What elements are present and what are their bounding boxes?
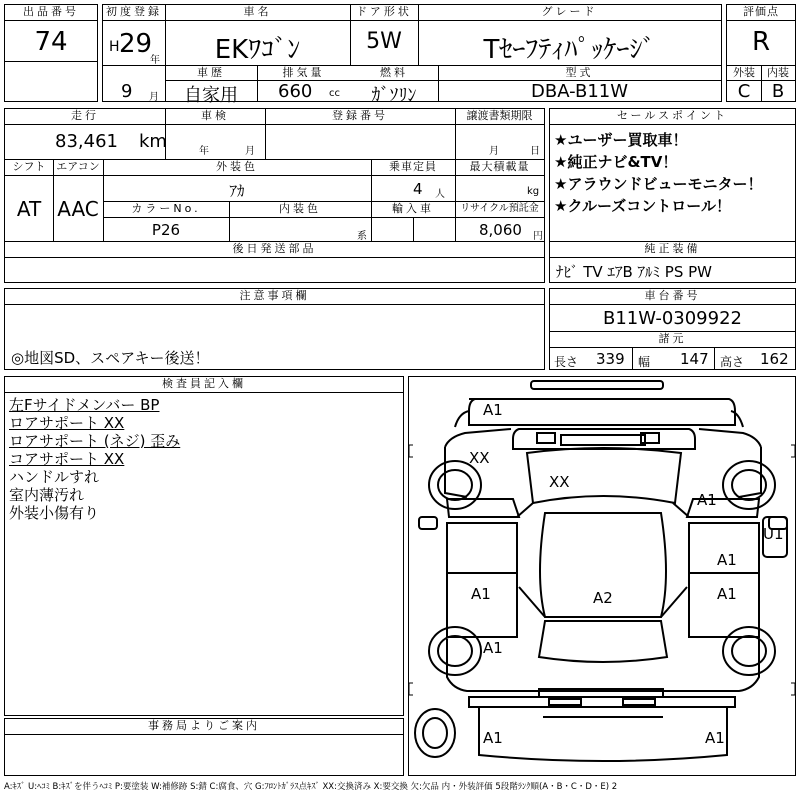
- sales-points-box: [549, 108, 796, 242]
- inspector-label: 検査員記入欄: [162, 377, 246, 390]
- office-box: [4, 718, 404, 776]
- inspector-line: ハンドルすれ: [9, 468, 100, 486]
- exterior-value: C: [737, 81, 751, 102]
- inspector-line: 室内薄汚れ: [9, 486, 85, 504]
- spec-label: 諸元: [658, 332, 687, 345]
- length-label: 長さ: [554, 355, 579, 369]
- later-parts-box: [4, 241, 545, 283]
- interior-label: 内装: [767, 66, 789, 79]
- door-value: 5W: [366, 29, 402, 54]
- int-color-unit: 系: [357, 231, 367, 242]
- interior-value: B: [771, 81, 785, 102]
- mileage-value: 83,461: [55, 131, 118, 152]
- chassis-box: [549, 288, 796, 370]
- load-label: 最大積載量: [469, 160, 530, 173]
- damage-mark-a1-bottom-right: A1: [705, 729, 725, 747]
- transfer-day-unit: 日: [530, 146, 540, 157]
- score-value: R: [751, 27, 771, 57]
- inspector-line: ロアサポート XX: [9, 414, 125, 432]
- capacity-unit: 人: [435, 189, 445, 200]
- height-label: 高さ: [720, 355, 745, 369]
- reg-no-label: 登録番号: [332, 109, 388, 122]
- damage-mark-xx-front-left: XX: [469, 449, 490, 467]
- chassis-label: 車台番号: [644, 289, 701, 302]
- displacement-unit: cc: [329, 88, 340, 99]
- first-reg-month: 9: [121, 81, 133, 102]
- sales-label: セールスポイント: [616, 109, 728, 122]
- shift-value: AT: [16, 197, 42, 221]
- era: H: [109, 39, 120, 55]
- year-unit: 年: [150, 55, 160, 66]
- mileage-label: 走行: [71, 109, 99, 122]
- inspector-line: 左Fサイドメンバー BP: [9, 396, 160, 414]
- first-reg-year: 29: [119, 29, 153, 59]
- inspector-line: コアサポート XX: [9, 450, 125, 468]
- lot-box: [4, 4, 98, 102]
- recycle-label: リサイクル預託金: [460, 203, 539, 214]
- color-no-value: P26: [151, 221, 181, 239]
- equipment-value: ﾅﾋﾞ TV ｴｱB ｱﾙﾐ PS PW: [556, 263, 712, 281]
- damage-mark-a1-bottom-left: A1: [483, 729, 503, 747]
- import-label: 輸入車: [392, 202, 434, 215]
- exterior-label: 外装: [733, 66, 755, 79]
- displacement-label: 排気量: [282, 66, 325, 79]
- door-label: ドア形状: [356, 5, 412, 18]
- capacity-value: 4: [413, 180, 423, 198]
- ext-color-label: 外装色: [216, 160, 258, 173]
- vehicle-details-box: [4, 108, 545, 242]
- fuel-label: 燃料: [380, 66, 408, 79]
- car-diagram-box: [408, 376, 796, 776]
- width-label: 幅: [638, 355, 651, 369]
- damage-mark-u1-right: U1: [763, 525, 784, 543]
- grade-label: グレード: [541, 5, 598, 18]
- notes-label: 注意事項欄: [239, 289, 310, 302]
- shift-label: シフト: [12, 160, 46, 173]
- ac-label: エアコン: [56, 160, 100, 173]
- int-color-label: 内装色: [279, 202, 321, 215]
- legend-text: A:ｷｽﾞ U:ﾍｺﾐ B:ｷｽﾞを伴うﾍｺﾐ P:要塗装 W:補修跡 S:錆 C:腐食、穴 G:ﾌﾛﾝﾄｶﾞﾗｽ点ｷｽﾞ XX:交換済み X:要交換 欠:欠品 内・外装評価 5段階ﾗﾝｸ順(A・B・C・D・E) 2: [4, 782, 618, 792]
- fuel-value: ｶﾞｿﾘﾝ: [371, 85, 417, 106]
- damage-mark-xx-hood: XX: [549, 473, 570, 491]
- capacity-label: 乗車定員: [389, 160, 437, 173]
- month-unit: 月: [149, 92, 159, 103]
- inspection-year-unit: 年: [199, 146, 209, 157]
- model-label: 型式: [565, 66, 594, 79]
- damage-mark-a1-rear-left: A1: [483, 639, 503, 657]
- damage-mark-a1-right-door: A1: [717, 585, 737, 603]
- score-box: [726, 4, 796, 102]
- history-value: 自家用: [184, 85, 238, 106]
- office-label: 事務局よりご案内: [148, 719, 260, 732]
- recycle-unit: 円: [533, 231, 543, 242]
- inspector-box: [4, 376, 404, 716]
- damage-mark-a1-front-left: A1: [483, 401, 503, 419]
- chassis-number: B11W-0309922: [603, 308, 742, 329]
- inspector-line: 外装小傷有り: [9, 504, 100, 522]
- inspector-line: ロアサポート (ネジ) 歪み: [9, 432, 181, 450]
- load-unit: kg: [527, 186, 540, 197]
- lot-number: 74: [34, 27, 68, 57]
- damage-mark-a1-front-right: A1: [697, 491, 717, 509]
- notes-text: ◎地図SD、スペアキー後送！: [11, 349, 210, 367]
- damage-mark-a1-left-door: A1: [471, 585, 491, 603]
- sales-point-1: ★ユーザー買取車！: [554, 131, 688, 149]
- mileage-unit: km: [139, 131, 167, 152]
- displacement-value: 660: [278, 81, 313, 102]
- later-parts-label: 後日発送部品: [232, 242, 317, 255]
- main-header-box: [102, 4, 722, 106]
- transfer-month-unit: 月: [489, 146, 499, 157]
- equipment-box: [549, 241, 796, 283]
- equipment-label: 純正装備: [644, 242, 701, 255]
- car-diagram: [409, 377, 795, 775]
- inspection-label: 車検: [201, 109, 229, 122]
- transfer-label: 譲渡書類期限: [466, 109, 533, 122]
- notes-box: [4, 288, 545, 370]
- width-value: 147: [680, 350, 709, 368]
- sales-point-3: ★アラウンドビューモニター！: [554, 175, 763, 193]
- color-no-label: カラーNo.: [131, 202, 201, 215]
- ac-value: AAC: [57, 197, 99, 221]
- grade-value: Tｾｰﾌﾃｨﾊﾟｯｹｰｼﾞ: [483, 35, 656, 65]
- score-label: 評価点: [743, 5, 779, 18]
- ext-color-value: ｱｶ: [229, 182, 245, 200]
- damage-mark-a2-roof: A2: [593, 589, 613, 607]
- sales-point-2: ★純正ナビ&TV！: [554, 153, 678, 171]
- length-value: 339: [596, 350, 625, 368]
- inspection-month-unit: 月: [245, 146, 255, 157]
- lot-label: 出品番号: [23, 5, 79, 18]
- car-name-label: 車名: [243, 5, 272, 18]
- model-value: DBA-B11W: [530, 81, 629, 102]
- first-reg-label: 初度登録: [106, 5, 162, 18]
- history-label: 車歴: [197, 66, 225, 79]
- recycle-value: 8,060: [479, 221, 522, 239]
- height-value: 162: [760, 350, 789, 368]
- damage-mark-a1-mid-right: A1: [717, 551, 737, 569]
- sales-point-4: ★クルーズコントロール！: [554, 197, 731, 215]
- car-name: EKﾜｺﾞﾝ: [214, 35, 301, 65]
